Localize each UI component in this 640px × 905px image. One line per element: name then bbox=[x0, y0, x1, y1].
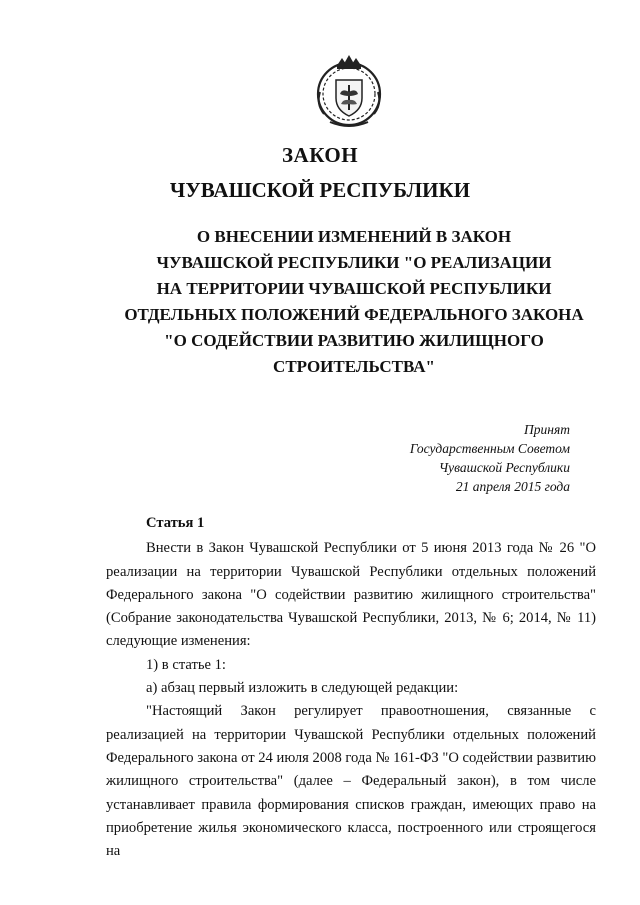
paragraph: "Настоящий Закон регулирует правоотношения, связанные с реализацией на территории Чувашской Республики отдельных положений Федерального закона от 24 июля 2008 года № 161-ФЗ "О содействии развитию жилищного строительства" (далее – Федеральный закон), в том числе устанавливает правила формирования списков граждан, имеющих право на приобретение жилья экономического класса, построенного или строящегося на bbox=[106, 703, 596, 860]
adoption-date: 21 апреля 2015 года bbox=[455, 479, 570, 494]
subject-line: ЧУВАШСКОЙ РЕСПУБЛИКИ "О РЕАЛИЗАЦИИ bbox=[156, 253, 552, 272]
paragraph: Внести в Закон Чувашской Республики от 5 июня 2013 года № 26 "О реализации на территории Чувашской Республики отдельных положений Федерального закона "О содействии развитию жилищного строительства" (Собрание законодательства Чувашской Республики, 2013, № 6; 2014, № 11) следующие изменения: bbox=[106, 540, 596, 650]
article-body bbox=[106, 512, 596, 863]
adoption-line: Чувашской Республики bbox=[438, 460, 570, 475]
chuvash-republic-emblem-icon bbox=[314, 52, 384, 130]
adoption-line: Государственным Советом bbox=[409, 441, 570, 456]
paragraph: а) абзац первый изложить в следующей редакции: bbox=[146, 680, 459, 697]
issuing-authority-title: ЧУВАШСКОЙ РЕСПУБЛИКИ bbox=[169, 178, 471, 202]
subject-line: "О СОДЕЙСТВИИ РАЗВИТИЮ ЖИЛИЩНОГО bbox=[164, 331, 544, 350]
adoption-note bbox=[400, 420, 570, 496]
subject-line: СТРОИТЕЛЬСТВА" bbox=[273, 357, 435, 376]
adoption-line: Принят bbox=[524, 422, 570, 437]
article-heading: Статья 1 bbox=[146, 515, 205, 531]
paragraph: 1) в статье 1: bbox=[146, 656, 226, 673]
law-subject-title bbox=[96, 224, 612, 380]
subject-line: ОТДЕЛЬНЫХ ПОЛОЖЕНИЙ ФЕДЕРАЛЬНОГО ЗАКОНА bbox=[124, 305, 584, 324]
subject-line: НА ТЕРРИТОРИИ ЧУВАШСКОЙ РЕСПУБЛИКИ bbox=[156, 279, 552, 298]
document-type-title: ЗАКОН bbox=[281, 143, 359, 167]
subject-line: О ВНЕСЕНИИ ИЗМЕНЕНИЙ В ЗАКОН bbox=[196, 227, 512, 246]
